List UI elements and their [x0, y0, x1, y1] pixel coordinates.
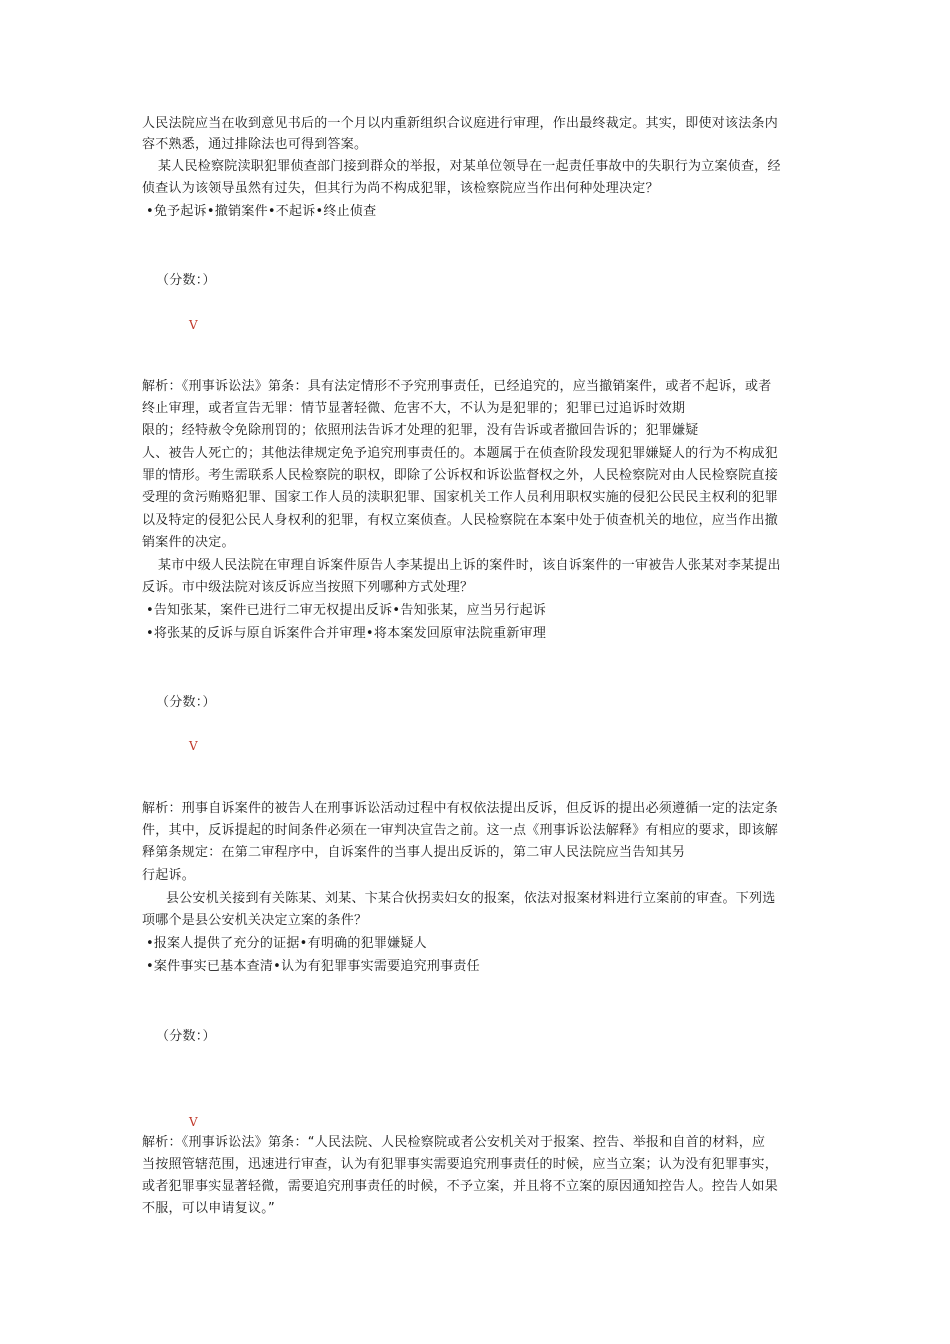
analysis-line: 以及特定的侵犯公民人身权利的犯罪，有权立案侦查。人民检察院在本案中处于侦查机关的地位，应当作出撤 [142, 513, 779, 528]
prev-text-line: 人民法院应当在收到意见书后的一个月以内重新组织合议庭进行审理，作出最终裁定。其实，即使对该法条内 [142, 116, 779, 131]
analysis-line: 解析：《刑事诉讼法》第条：具有法定情形不予究刑事责任，已经追究的，应当撤销案件，或者不起诉，或者 [142, 379, 772, 394]
analysis-line: 人、被告人死亡的；其他法律规定免予追究刑事责任的。本题属于在侦查阶段发现犯罪嫌疑人的行为不构成犯 [142, 446, 779, 461]
analysis-line: 释第条规定：在第二审程序中，自诉案件的当事人提出反诉的，第二审人民法院应当告知其另 [142, 845, 686, 860]
answer-mark: V [189, 739, 198, 753]
analysis-line: 或者犯罪事实显著轻微，需要追究刑事责任的时候，不予立案，并且将不立案的原因通知控告人。控告人如果 [142, 1179, 779, 1194]
answer-mark: V [189, 1115, 198, 1129]
question-stem: 反诉。市中级法院对该反诉应当按照下列哪种方式处理？ [142, 580, 474, 595]
analysis-line: 终止审理，或者宣告无罪：情节显著轻微、危害不大，不认为是犯罪的；犯罪已过追诉时效期 [142, 401, 686, 416]
options-line: •告知张某，案件已进行二审无权提出反诉•告知张某，应当另行起诉 [146, 603, 547, 618]
answer-mark: V [189, 318, 198, 332]
analysis-line: 解析：《刑事诉讼法》第条：“人民法院、人民检察院或者公安机关对于报案、控告、举报和自首的材料，应 [142, 1135, 766, 1150]
question-stem: 某人民检察院渎职犯罪侦查部门接到群众的举报，对某单位领导在一起责任事故中的失职行为立案侦查，经 [158, 159, 781, 174]
analysis-line: 行起诉。 [142, 868, 196, 883]
score-label: （分数：） [156, 273, 216, 288]
analysis-line: 当按照管辖范围，迅速进行审查，认为有犯罪事实需要追究刑事责任的时候，应当立案；认为没有犯罪事实， [142, 1157, 779, 1172]
options-line: •案件事实已基本查清•认为有犯罪事实需要追究刑事责任 [146, 959, 480, 974]
options-line: •免予起诉•撤销案件•不起诉•终止侦查 [146, 204, 377, 219]
options-line: •将张某的反诉与原自诉案件合并审理•将本案发回原审法院重新审理 [146, 626, 547, 641]
options-line: •报案人提供了充分的证据•有明确的犯罪嫌疑人 [146, 936, 427, 951]
analysis-line: 件，其中，反诉提起的时间条件必须在一审判决宣告之前。这一点《刑事诉讼法解释》有相应的要求，即该解 [142, 823, 779, 838]
question-stem: 某市中级人民法院在审理自诉案件原告人李某提出上诉的案件时，该自诉案件的一审被告人张某对李某提出 [158, 558, 781, 573]
analysis-line: 解析：刑事自诉案件的被告人在刑事诉讼活动过程中有权依法提出反诉，但反诉的提出必须遵循一定的法定条 [142, 801, 779, 816]
question-stem: 侦查认为该领导虽然有过失，但其行为尚不构成犯罪，该检察院应当作出何种处理决定？ [142, 181, 659, 196]
analysis-line: 不服，可以申请复议。” [142, 1201, 275, 1216]
analysis-line: 销案件的决定。 [142, 535, 235, 550]
score-label: （分数：） [156, 695, 216, 710]
analysis-line: 罪的情形。考生需联系人民检察院的职权，即除了公诉权和诉讼监督权之外，人民检察院对由人民检察院直接 [142, 468, 779, 483]
question-stem: 县公安机关接到有关陈某、刘某、卞某合伙拐卖妇女的报案，依法对报案材料进行立案前的审查。下列选 [166, 891, 776, 906]
prev-text-line: 容不熟悉，通过排除法也可得到答案。 [142, 137, 368, 152]
score-label: （分数：） [156, 1029, 216, 1044]
question-stem: 项哪个是县公安机关决定立案的条件？ [142, 913, 368, 928]
analysis-line: 受理的贪污贿赂犯罪、国家工作人员的渎职犯罪、国家机关工作人员利用职权实施的侵犯公民民主权利的犯罪 [142, 490, 779, 505]
analysis-line: 限的；经特赦令免除刑罚的；依照刑法告诉才处理的犯罪，没有告诉或者撤回告诉的；犯罪嫌疑 [142, 423, 699, 438]
